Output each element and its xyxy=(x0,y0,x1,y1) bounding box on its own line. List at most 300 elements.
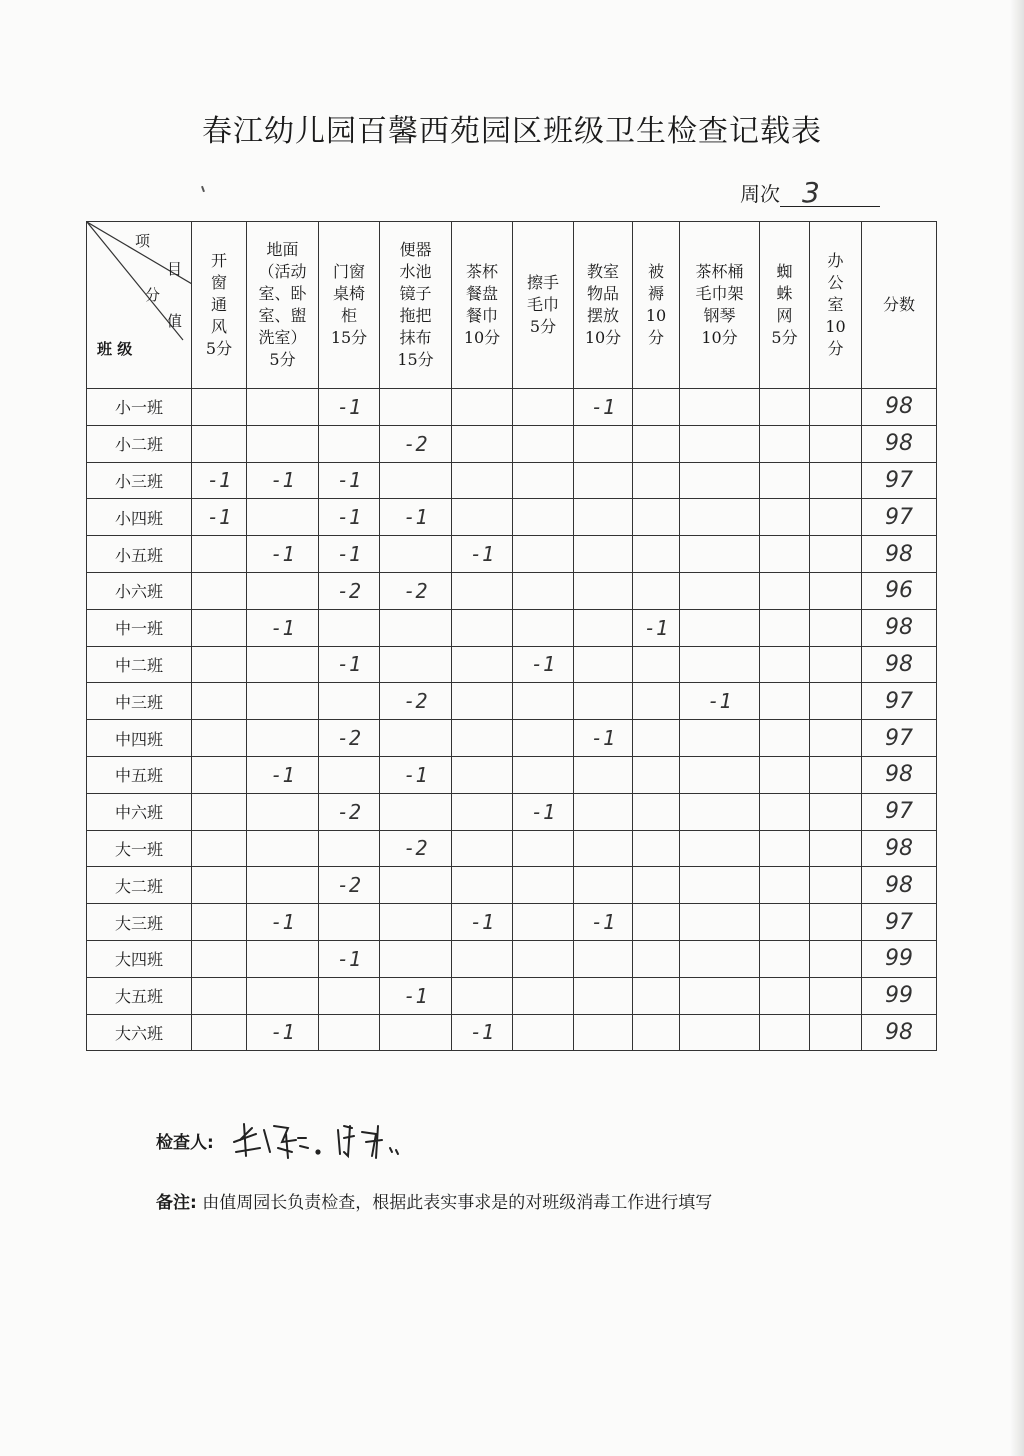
class-name-cell: 小一班 xyxy=(87,389,192,426)
corner-score-label: 分 xyxy=(145,286,161,304)
deduction-cell xyxy=(680,830,760,867)
table-row xyxy=(87,720,937,757)
deduction-cell xyxy=(633,462,680,499)
class-name-cell: 大四班 xyxy=(87,940,192,977)
deduction-cell xyxy=(760,904,810,941)
deduction-cell: -2 xyxy=(319,867,380,904)
deduction-cell xyxy=(192,867,247,904)
score-cell: 98 xyxy=(862,536,937,573)
deduction-cell xyxy=(574,940,633,977)
score-cell: 97 xyxy=(862,720,937,757)
corner-item-label-2: 目 xyxy=(167,260,183,278)
deduction-cell xyxy=(247,830,319,867)
deduction-cell xyxy=(452,462,513,499)
deduction-cell xyxy=(513,904,574,941)
column-header-5 xyxy=(452,222,513,389)
deduction-cell xyxy=(633,904,680,941)
deduction-cell xyxy=(810,646,862,683)
deduction-cell xyxy=(810,720,862,757)
column-header-line: 钢琴 xyxy=(703,306,736,325)
deduction-cell xyxy=(452,646,513,683)
deduction-cell xyxy=(760,756,810,793)
score-cell: 98 xyxy=(862,646,937,683)
deduction-cell xyxy=(574,977,633,1014)
deduction-cell xyxy=(380,867,452,904)
deduction-cell xyxy=(513,720,574,757)
deduction-cell: -1 xyxy=(247,462,319,499)
deduction-cell xyxy=(452,499,513,536)
class-name-cell: 中六班 xyxy=(87,793,192,830)
deduction-cell xyxy=(680,389,760,426)
column-header-line: 便器 xyxy=(399,240,432,259)
deduction-cell: -1 xyxy=(574,389,633,426)
deduction-cell xyxy=(247,389,319,426)
inspector-label: 检查人: xyxy=(156,1133,214,1153)
deduction-cell: -2 xyxy=(380,572,452,609)
deduction-cell xyxy=(810,756,862,793)
deduction-cell xyxy=(513,1014,574,1051)
table-row xyxy=(87,572,937,609)
deduction-cell: -1 xyxy=(247,536,319,573)
table-row xyxy=(87,940,937,977)
deduction-cell xyxy=(247,867,319,904)
deduction-cell: -1 xyxy=(247,609,319,646)
deduction-cell xyxy=(574,646,633,683)
class-name-cell: 小二班 xyxy=(87,425,192,462)
deduction-cell xyxy=(513,683,574,720)
deduction-cell xyxy=(380,462,452,499)
deduction-cell xyxy=(452,572,513,609)
deduction-cell xyxy=(192,572,247,609)
deduction-cell xyxy=(574,536,633,573)
deduction-cell xyxy=(513,462,574,499)
class-name-cell: 大二班 xyxy=(87,867,192,904)
deduction-cell xyxy=(319,1014,380,1051)
deduction-cell xyxy=(192,609,247,646)
deduction-cell xyxy=(633,977,680,1014)
deduction-cell xyxy=(452,425,513,462)
table-row xyxy=(87,646,937,683)
column-header-line: 分 xyxy=(827,339,844,358)
corner-header-cell xyxy=(87,222,192,389)
deduction-cell xyxy=(452,683,513,720)
deduction-cell: -1 xyxy=(247,1014,319,1051)
column-header-line: 蛛 xyxy=(776,284,793,303)
deduction-cell: -1 xyxy=(319,389,380,426)
score-cell: 99 xyxy=(862,977,937,1014)
column-header-line: 15分 xyxy=(397,350,434,369)
deduction-cell xyxy=(452,830,513,867)
table-row xyxy=(87,425,937,462)
deduction-cell xyxy=(680,940,760,977)
column-header-line: 室 xyxy=(827,295,844,314)
table-row xyxy=(87,683,937,720)
deduction-cell xyxy=(760,425,810,462)
deduction-cell: -2 xyxy=(319,720,380,757)
deduction-cell xyxy=(810,499,862,536)
class-name-cell: 中五班 xyxy=(87,756,192,793)
class-name-cell: 中二班 xyxy=(87,646,192,683)
column-header-3 xyxy=(319,222,380,389)
deduction-cell xyxy=(452,756,513,793)
deduction-cell xyxy=(247,683,319,720)
column-header-line: 水池 xyxy=(399,262,432,281)
deduction-cell xyxy=(760,609,810,646)
column-header-line: 餐巾 xyxy=(465,306,498,325)
deduction-cell xyxy=(192,940,247,977)
column-header-line: 餐盘 xyxy=(465,284,498,303)
deduction-cell xyxy=(633,756,680,793)
column-header-2 xyxy=(247,222,319,389)
column-header-line: （活动 xyxy=(258,262,307,281)
score-cell: 97 xyxy=(862,793,937,830)
deduction-cell: -1 xyxy=(192,462,247,499)
deduction-cell xyxy=(810,977,862,1014)
column-header-line: 室、卧 xyxy=(258,284,307,303)
deduction-cell: -1 xyxy=(633,609,680,646)
deduction-cell xyxy=(810,867,862,904)
column-header-line: 毛巾架 xyxy=(695,284,744,303)
deduction-cell xyxy=(247,720,319,757)
deduction-cell: -1 xyxy=(513,793,574,830)
column-header-line: 10 xyxy=(825,317,846,336)
deduction-cell xyxy=(633,499,680,536)
deduction-cell xyxy=(760,867,810,904)
deduction-cell xyxy=(452,389,513,426)
deduction-cell: -1 xyxy=(319,462,380,499)
deduction-cell xyxy=(247,499,319,536)
column-header-line: 茶杯 xyxy=(465,262,498,281)
deduction-cell: -1 xyxy=(452,904,513,941)
column-header-9 xyxy=(680,222,760,389)
column-header-line: 柜 xyxy=(340,306,357,325)
column-header-line: 蜘 xyxy=(776,262,793,281)
score-cell: 98 xyxy=(862,830,937,867)
deduction-cell xyxy=(633,793,680,830)
deduction-cell xyxy=(192,1014,247,1051)
deduction-cell xyxy=(513,499,574,536)
note-label: 备注: xyxy=(156,1193,197,1213)
column-header-8 xyxy=(633,222,680,389)
column-header-line: 办 xyxy=(827,251,844,270)
table-row xyxy=(87,756,937,793)
deduction-cell: -2 xyxy=(380,683,452,720)
deduction-cell xyxy=(810,683,862,720)
column-header-line: 摆放 xyxy=(586,306,619,325)
column-header-4 xyxy=(380,222,452,389)
deduction-cell xyxy=(380,940,452,977)
deduction-cell xyxy=(810,425,862,462)
deduction-cell xyxy=(513,756,574,793)
column-header-line: 网 xyxy=(776,306,793,325)
deduction-cell xyxy=(319,683,380,720)
deduction-cell xyxy=(247,940,319,977)
class-name-cell: 小六班 xyxy=(87,572,192,609)
deduction-cell xyxy=(192,683,247,720)
deduction-cell xyxy=(810,609,862,646)
class-name-cell: 中一班 xyxy=(87,609,192,646)
column-header-line: 5分 xyxy=(771,328,798,347)
deduction-cell xyxy=(380,536,452,573)
column-header-line: 茶杯桶 xyxy=(695,262,744,281)
column-header-6 xyxy=(513,222,574,389)
class-name-cell: 大三班 xyxy=(87,904,192,941)
deduction-cell xyxy=(192,977,247,1014)
deduction-cell xyxy=(680,609,760,646)
table-row xyxy=(87,793,937,830)
deduction-cell xyxy=(452,793,513,830)
deduction-cell xyxy=(452,977,513,1014)
deduction-cell: -1 xyxy=(319,536,380,573)
deduction-cell xyxy=(192,389,247,426)
deduction-cell xyxy=(810,389,862,426)
deduction-cell xyxy=(247,646,319,683)
class-name-cell: 小三班 xyxy=(87,462,192,499)
deduction-cell xyxy=(513,940,574,977)
deduction-cell xyxy=(513,977,574,1014)
deduction-cell xyxy=(760,720,810,757)
deduction-cell xyxy=(810,536,862,573)
deduction-cell xyxy=(452,609,513,646)
deduction-cell: -2 xyxy=(319,572,380,609)
score-cell: 97 xyxy=(862,683,937,720)
deduction-cell: -1 xyxy=(513,646,574,683)
corner-score-label-2: 值 xyxy=(167,312,183,330)
score-cell: 98 xyxy=(862,756,937,793)
deduction-cell xyxy=(247,977,319,1014)
column-header-11 xyxy=(810,222,862,389)
column-header-line: 5分 xyxy=(269,350,296,369)
document-title: 春江幼儿园百馨西苑园区班级卫生检查记载表 xyxy=(202,114,822,149)
deduction-cell xyxy=(574,572,633,609)
inspection-table xyxy=(86,221,937,1051)
deduction-cell xyxy=(810,462,862,499)
deduction-cell xyxy=(633,646,680,683)
deduction-cell xyxy=(633,683,680,720)
deduction-cell xyxy=(633,536,680,573)
deduction-cell xyxy=(760,462,810,499)
class-name-cell: 小四班 xyxy=(87,499,192,536)
deduction-cell xyxy=(574,1014,633,1051)
deduction-cell xyxy=(513,609,574,646)
deduction-cell xyxy=(760,572,810,609)
deduction-cell: -2 xyxy=(319,793,380,830)
deduction-cell xyxy=(680,536,760,573)
column-header-line: 10分 xyxy=(701,328,738,347)
table-row xyxy=(87,389,937,426)
column-header-1 xyxy=(192,222,247,389)
deduction-cell xyxy=(192,830,247,867)
note-text: 由值周园长负责检查，根据此表实事求是的对班级消毒工作进行填写 xyxy=(202,1193,713,1213)
deduction-cell: -1 xyxy=(452,536,513,573)
column-header-line: 公 xyxy=(827,273,844,292)
score-cell: 99 xyxy=(862,940,937,977)
deduction-cell: -1 xyxy=(380,756,452,793)
class-name-cell: 中三班 xyxy=(87,683,192,720)
deduction-cell xyxy=(760,940,810,977)
deduction-cell xyxy=(760,536,810,573)
week-value: 3 xyxy=(780,180,880,207)
deduction-cell: -1 xyxy=(192,499,247,536)
deduction-cell xyxy=(633,720,680,757)
deduction-cell: -1 xyxy=(574,720,633,757)
deduction-cell xyxy=(633,940,680,977)
column-header-line: 窗 xyxy=(210,273,227,292)
corner-item-label: 项 xyxy=(135,232,151,250)
deduction-cell xyxy=(574,683,633,720)
table-body xyxy=(87,389,937,1051)
deduction-cell xyxy=(760,646,810,683)
column-header-line: 10分 xyxy=(584,328,622,347)
corner-class-label: 班 级 xyxy=(97,340,133,358)
deduction-cell xyxy=(680,499,760,536)
column-header-line: 通 xyxy=(210,295,227,314)
column-header-line: 抹布 xyxy=(399,328,432,347)
column-header-line: 洗室） xyxy=(258,328,307,347)
deduction-cell xyxy=(633,1014,680,1051)
deduction-cell: -1 xyxy=(319,940,380,977)
paper-speck xyxy=(201,186,205,192)
score-cell: 98 xyxy=(862,1014,937,1051)
column-header-line: 桌椅 xyxy=(332,284,365,303)
deduction-cell xyxy=(513,830,574,867)
deduction-cell xyxy=(319,977,380,1014)
class-name-cell: 大六班 xyxy=(87,1014,192,1051)
column-header-7 xyxy=(574,222,633,389)
deduction-cell xyxy=(247,572,319,609)
column-header-line: 5分 xyxy=(529,317,557,336)
page-edge-shadow xyxy=(1010,0,1024,1456)
table-row xyxy=(87,536,937,573)
column-header-line: 开 xyxy=(210,251,227,270)
deduction-cell xyxy=(680,756,760,793)
deduction-cell: -1 xyxy=(574,904,633,941)
deduction-cell xyxy=(574,793,633,830)
column-header-line: 分 xyxy=(647,328,664,347)
deduction-cell xyxy=(574,499,633,536)
column-header-line: 10 xyxy=(645,306,667,325)
column-header-line: 拖把 xyxy=(399,306,432,325)
deduction-cell xyxy=(192,646,247,683)
deduction-cell: -1 xyxy=(680,683,760,720)
score-cell: 97 xyxy=(862,904,937,941)
deduction-cell xyxy=(319,904,380,941)
deduction-cell xyxy=(192,756,247,793)
deduction-cell xyxy=(192,425,247,462)
deduction-cell xyxy=(574,462,633,499)
deduction-cell xyxy=(810,793,862,830)
deduction-cell xyxy=(192,793,247,830)
deduction-cell xyxy=(513,867,574,904)
deduction-cell xyxy=(633,572,680,609)
score-cell: 97 xyxy=(862,499,937,536)
column-header-line: 物品 xyxy=(586,284,619,303)
table-header-row xyxy=(87,222,937,389)
week-field xyxy=(740,178,880,207)
deduction-cell xyxy=(192,904,247,941)
score-cell: 97 xyxy=(862,462,937,499)
deduction-cell xyxy=(633,425,680,462)
deduction-cell xyxy=(760,830,810,867)
deduction-cell xyxy=(319,830,380,867)
deduction-cell xyxy=(680,572,760,609)
deduction-cell xyxy=(513,536,574,573)
deduction-cell xyxy=(247,793,319,830)
column-header-line: 5分 xyxy=(205,339,233,358)
deduction-cell xyxy=(760,499,810,536)
table-row xyxy=(87,977,937,1014)
column-header-line: 15分 xyxy=(330,328,368,347)
deduction-cell: -1 xyxy=(380,977,452,1014)
deduction-cell xyxy=(810,572,862,609)
class-name-cell: 中四班 xyxy=(87,720,192,757)
table-row xyxy=(87,830,937,867)
deduction-cell xyxy=(680,425,760,462)
score-cell: 98 xyxy=(862,425,937,462)
score-header: 分数 xyxy=(862,222,937,389)
deduction-cell: -1 xyxy=(319,499,380,536)
deduction-cell xyxy=(760,1014,810,1051)
deduction-cell xyxy=(810,1014,862,1051)
deduction-cell xyxy=(633,830,680,867)
deduction-cell xyxy=(380,720,452,757)
deduction-cell: -1 xyxy=(247,904,319,941)
column-header-line: 擦手 xyxy=(526,273,559,292)
column-header-line: 地面 xyxy=(266,240,299,259)
deduction-cell xyxy=(319,756,380,793)
deduction-cell xyxy=(574,756,633,793)
column-header-line: 褥 xyxy=(647,284,664,303)
table-row xyxy=(87,499,937,536)
deduction-cell: -2 xyxy=(380,830,452,867)
column-header-line: 被 xyxy=(647,262,664,281)
deduction-cell xyxy=(380,389,452,426)
column-header-line: 镜子 xyxy=(399,284,432,303)
table-row xyxy=(87,867,937,904)
deduction-cell: -1 xyxy=(380,499,452,536)
deduction-cell xyxy=(380,609,452,646)
deduction-cell xyxy=(574,830,633,867)
score-cell: 98 xyxy=(862,867,937,904)
deduction-cell xyxy=(680,646,760,683)
deduction-cell xyxy=(513,425,574,462)
deduction-cell xyxy=(810,904,862,941)
deduction-cell xyxy=(680,867,760,904)
deduction-cell: -1 xyxy=(247,756,319,793)
table-row xyxy=(87,1014,937,1051)
deduction-cell xyxy=(810,830,862,867)
deduction-cell xyxy=(247,425,319,462)
score-cell: 98 xyxy=(862,609,937,646)
deduction-cell xyxy=(513,572,574,609)
deduction-cell xyxy=(760,683,810,720)
deduction-cell xyxy=(760,793,810,830)
deduction-cell xyxy=(452,720,513,757)
column-header-10 xyxy=(760,222,810,389)
class-name-cell: 大一班 xyxy=(87,830,192,867)
deduction-cell xyxy=(810,940,862,977)
class-name-cell: 小五班 xyxy=(87,536,192,573)
inspector-signature xyxy=(226,1112,416,1162)
deduction-cell xyxy=(760,389,810,426)
deduction-cell xyxy=(192,720,247,757)
deduction-cell xyxy=(319,425,380,462)
deduction-cell xyxy=(680,904,760,941)
deduction-cell xyxy=(513,389,574,426)
deduction-cell xyxy=(380,1014,452,1051)
deduction-cell: -1 xyxy=(319,646,380,683)
deduction-cell: -2 xyxy=(380,425,452,462)
